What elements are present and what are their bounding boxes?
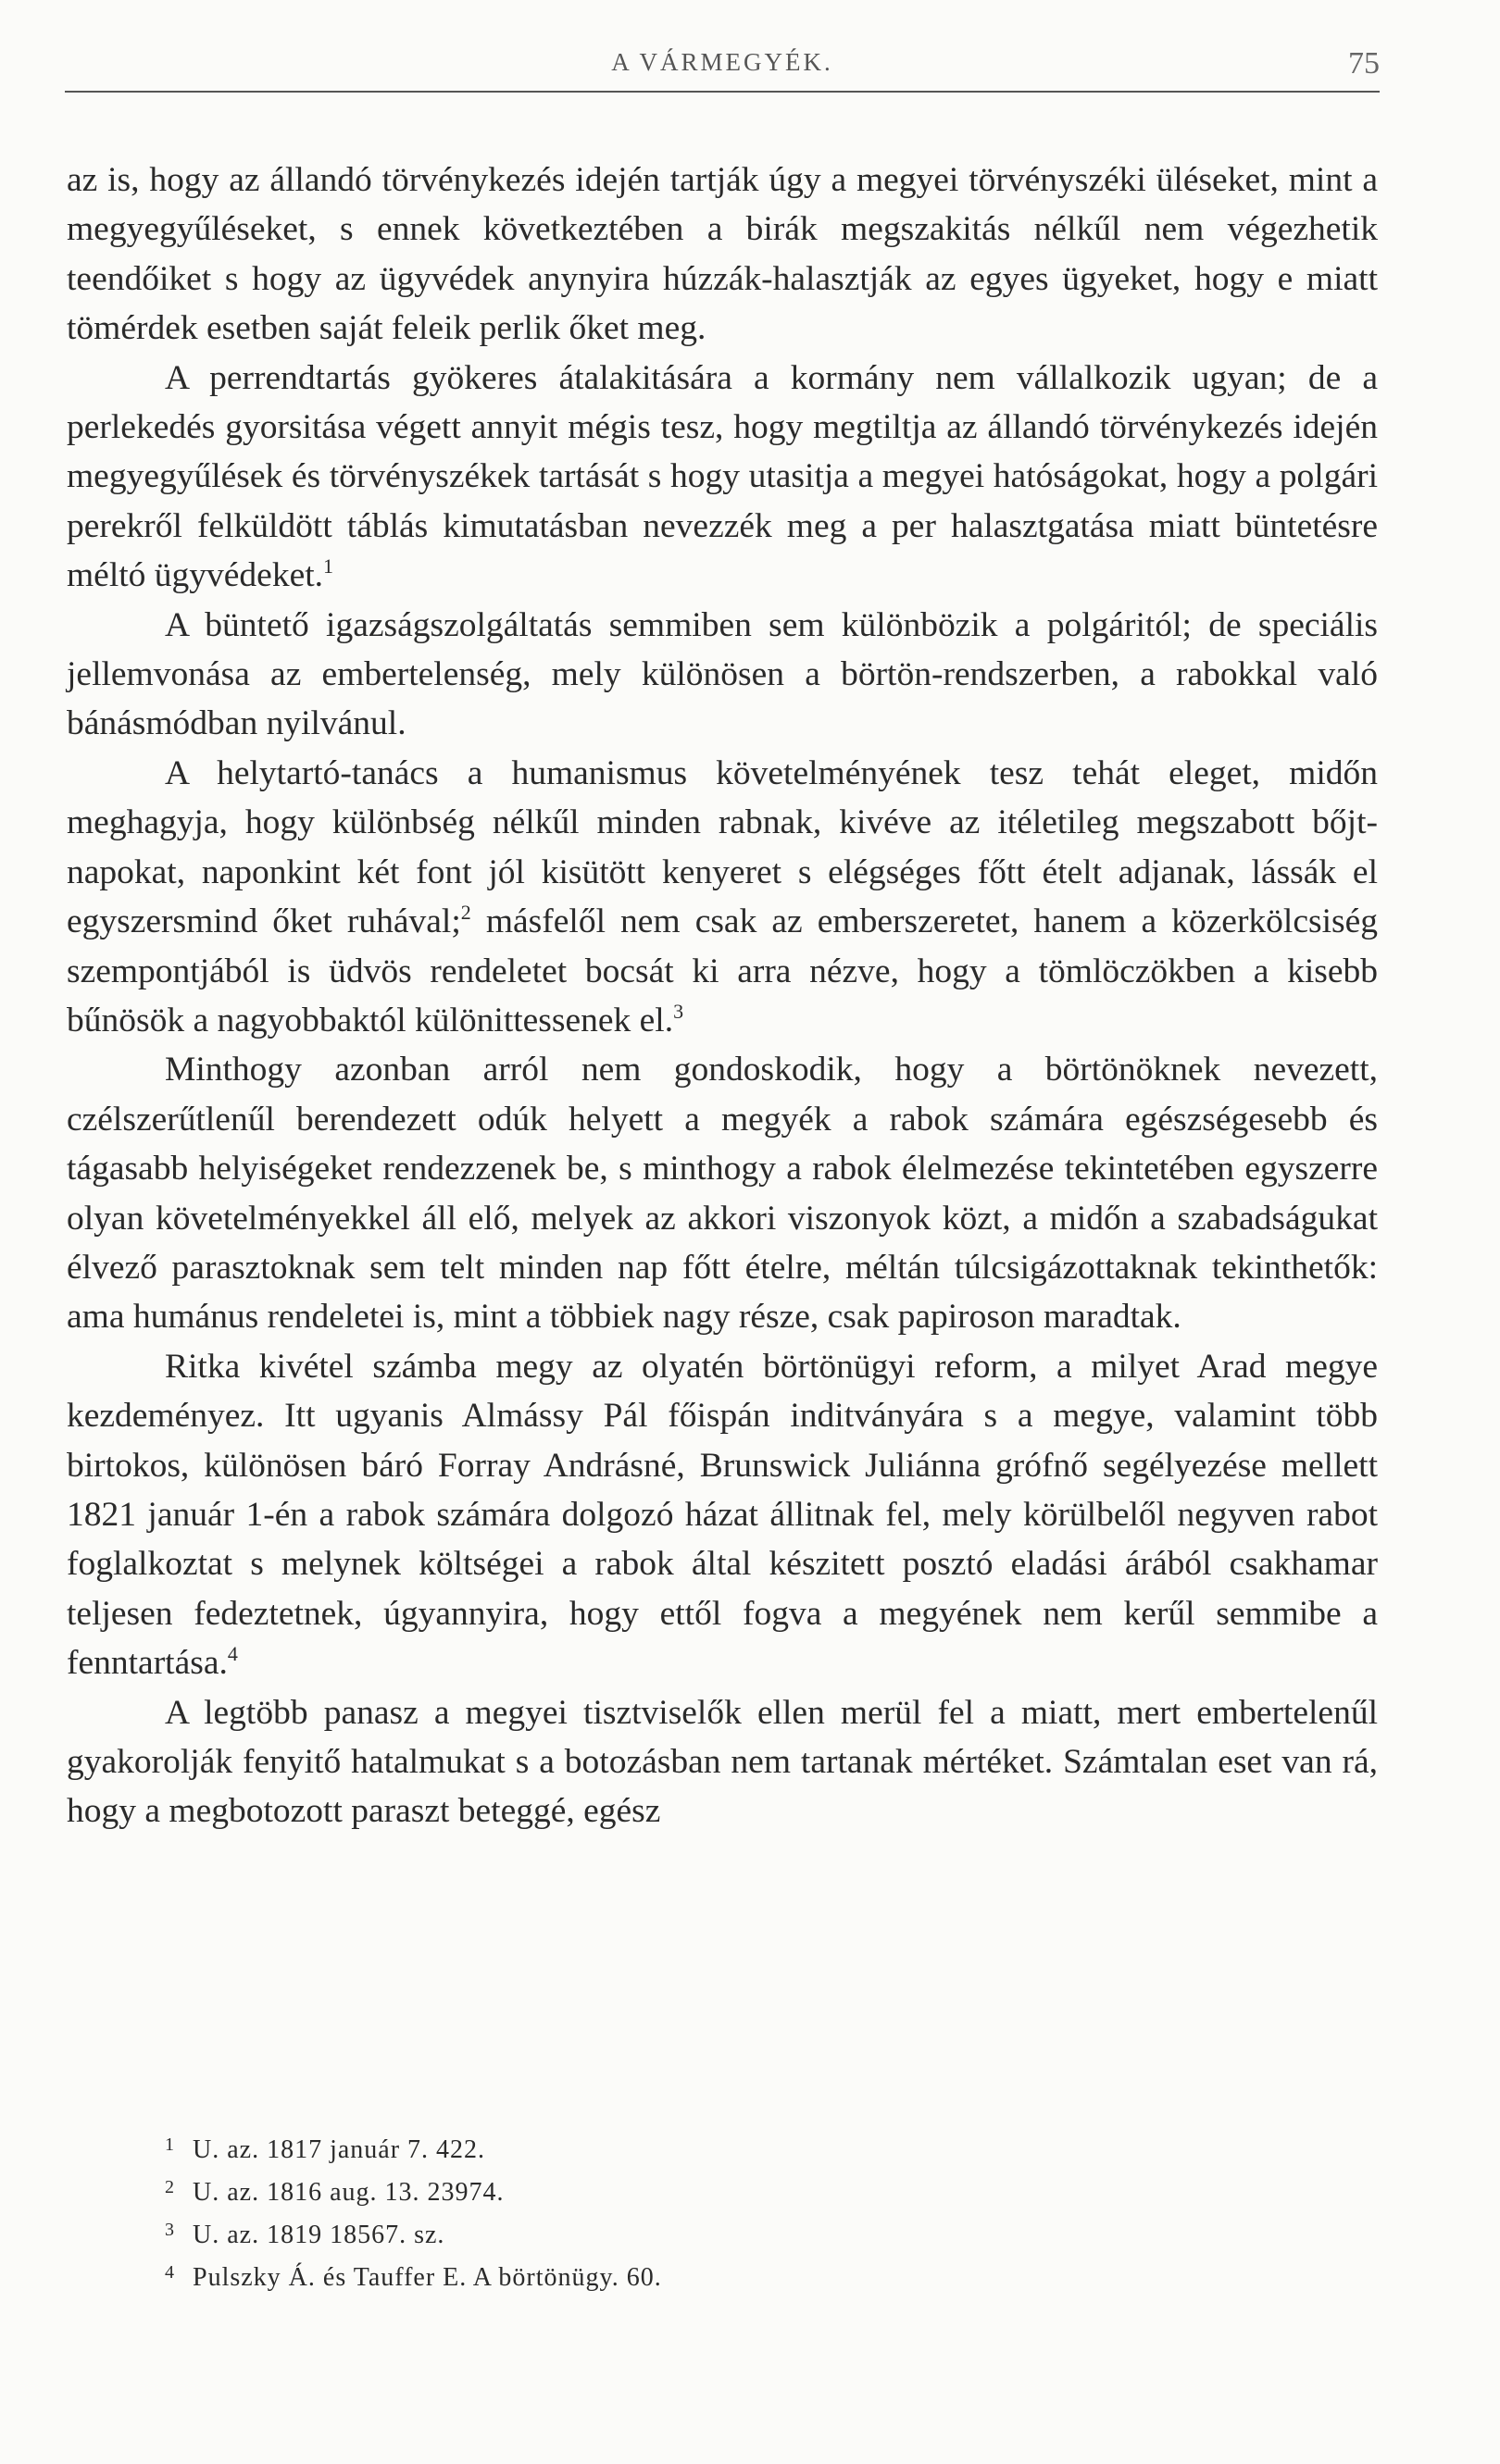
footnote: [165, 2129, 1276, 2172]
footnote: [165, 2172, 1276, 2214]
footnote-number: 3: [165, 2220, 175, 2240]
paragraph: A helytartó-tanács a humanismus követelményének tesz tehát eleget, midőn meghagyja, hogy különbség nélkűl minden rabnak, kivéve az itéletileg megszabott bőjt-napokat, naponkint két font jól kisütött kenyeret s elégséges főtt ételt adjanak, lássák el egyszersmind őket ruhával;$^2$ másfelől nem csak az emberszeretet, hanem a közerkölcsiség szempontjából is üdvös rendeletet bocsát ki arra nézve, hogy a tömlöczökben a kisebb bűnösök a nagyobbaktól különittessenek el.$^3$: [67, 753, 1378, 1039]
footnote-ref: 4: [227, 1642, 238, 1666]
footnote-number: 4: [165, 2262, 175, 2283]
running-header: [65, 48, 1380, 100]
footnote-text: U. az. 1819 18567. sz.: [193, 2221, 445, 2249]
footnote-text: U. az. 1816 aug. 13. 23974.: [193, 2178, 505, 2207]
paragraph: A büntető igazságszolgáltatás semmiben sem különbözik a polgáritól; de speciális jellemvonása az embertelenség, mely különösen a börtön-rendszerben, a rabokkal való bánásmódban nyilvánul.: [67, 605, 1378, 743]
footnote-text: U. az. 1817 január 7. 422.: [193, 2135, 486, 2164]
paragraph: Ritka kivétel számba megy az olyatén börtönügyi reform, a milyet Arad megye kezdeményez. Itt ugyanis Almássy Pál főispán inditványára s a megye, valamint több birtokos, különösen báró Forray Andrásné, Brunswick Juliánna grófnő segélyezése mellett 1821 január 1-én a rabok számára dolgozó házat állitnak fel, mely körülbelől negyven rabot foglalkoztat s melynek költségei a rabok által készitett posztó eladási árából csakhamar teljesen fedeztetnek, úgyannyira, hogy ettől fogva a megyének nem kerűl semmibe a fenntartása.$^4$: [67, 1347, 1378, 1683]
paragraph: A legtöbb panasz a megyei tisztviselők ellen merül fel a miatt, mert embertelenűl gyakorolják fenyitő hatalmukat s a botozásban nem tartanak mértéket. Számtalan eset van rá, hogy a megbotozott paraszt beteggé, egész: [67, 1693, 1378, 1831]
footnote: [165, 2257, 1276, 2299]
header-rule: [65, 91, 1380, 93]
footnote-number: 2: [165, 2177, 175, 2197]
footnote-ref: 2: [460, 901, 471, 925]
footnote-text: Pulszky Á. és Tauffer E. A börtönügy. 60.: [193, 2263, 662, 2292]
footnote-ref: 3: [673, 999, 684, 1023]
footnote: [165, 2214, 1276, 2257]
footnote-number: 1: [165, 2134, 175, 2155]
footnotes: [165, 2129, 1276, 2299]
footnote-ref: 1: [323, 554, 334, 579]
running-title: A VÁRMEGYÉK.: [611, 48, 833, 76]
body-text: [67, 156, 1378, 1836]
page-number: 75: [1348, 46, 1380, 81]
paragraph: A perrendtartás gyökeres átalakitására a kormány nem vállalkozik ugyan; de a perlekedés gyorsitása végett annyit mégis tesz, hogy megtiltja az állandó törvénykezés idején megyegyűlések és törvényszékek tartását s hogy utasitja a megyei hatóságokat, hogy a polgári perekről felküldött táblás kimutatásban nevezzék meg a per halasztgatása miatt büntetésre méltó ügyvédeket.$^1$: [67, 358, 1378, 595]
paragraph: az is, hogy az állandó törvénykezés idején tartják úgy a megyei törvényszéki üléseket, mint a megyegyűléseket, s ennek következtében a birák megszakitás nélkűl nem végezhetik teendőiket s hogy az ügyvédek anynyira húzzák-halasztják az egyes ügyeket, hogy e miatt tömérdek esetben saját feleik perlik őket meg.: [67, 161, 1378, 348]
paragraph: Minthogy azonban arról nem gondoskodik, hogy a börtönöknek nevezett, czélszerűtlenűl berendezett odúk helyett a megyék a rabok számára egészségesebb és tágasabb helyiségeket rendezzenek be, s minthogy a rabok élelmezése tekintetében egyszerre olyan követelményekkel áll elő, melyek az akkori viszonyok közt, a midőn a szabadságukat élvező parasztoknak sem telt minden nap főtt ételre, méltán túlcsigázottaknak tekinthetők: ama humánus rendeletei is, mint a többiek nagy része, csak papiroson maradtak.: [67, 1051, 1378, 1337]
